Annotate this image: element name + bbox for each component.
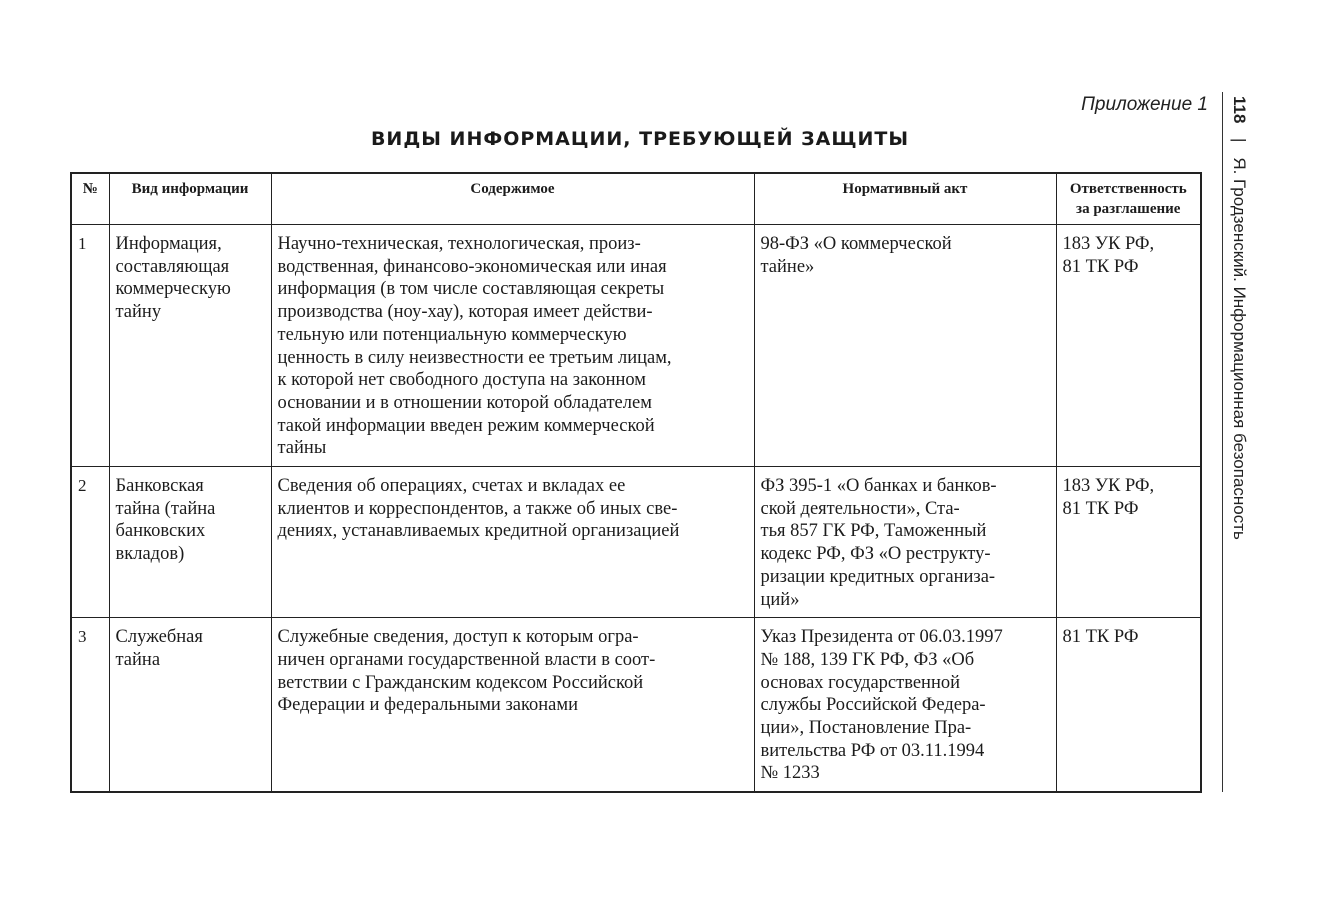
- running-head-text: Я. Гродзенский. Информационная безопасность: [1230, 157, 1249, 540]
- row-liability: 183 УК РФ, 81 ТК РФ: [1056, 225, 1201, 467]
- table-header-row: [71, 173, 1201, 225]
- header-normative-act: Нормативный акт: [754, 173, 1056, 225]
- row-content: Сведения об операциях, счетах и вкладах ее клиентов и корреспондентов, а также об иных све- дениях, устанавливаемых кредитной организацией: [271, 467, 754, 618]
- row-normative-act: ФЗ 395-1 «О банках и банков- ской деятельности», Ста- тья 857 ГК РФ, Таможенный кодекс РФ, ФЗ «О реструкту- ризации кредитных организа- ций»: [754, 467, 1056, 618]
- page-title: ВИДЫ ИНФОРМАЦИИ, ТРЕБУЮЩЕЙ ЗАЩИТЫ: [370, 128, 910, 150]
- row-number: 2: [71, 467, 109, 618]
- row-liability: 183 УК РФ, 81 ТК РФ: [1056, 467, 1201, 618]
- row-content: Служебные сведения, доступ к которым огра- ничен органами государственной власти в соот- ветствии с Гражданским кодексом Российской Федерации и федеральными законами: [271, 618, 754, 792]
- table-row: [71, 467, 1201, 618]
- header-liability: Ответственность за разглашение: [1056, 173, 1201, 225]
- table-row: [71, 225, 1201, 467]
- running-head: [1229, 96, 1249, 540]
- info-types-table: [70, 172, 1202, 793]
- table-row: [71, 618, 1201, 792]
- row-content: Научно-техническая, технологическая, произ- водственная, финансово-экономическая или иная информация (в том числе составляющая секреты производства (ноу-хау), которая имеет действи- тельную или потенциальную коммерческую ценность в силу неизвестности ее третьим лицам, к которой нет свободного доступа на законном основании и в отношении которой обладателем такой информации введен режим коммерческой тайны: [271, 225, 754, 467]
- running-head-separator: |: [1230, 138, 1249, 143]
- page-number: 118: [1230, 96, 1249, 124]
- row-normative-act: 98-ФЗ «О коммерческой тайне»: [754, 225, 1056, 467]
- side-divider: [1222, 92, 1223, 792]
- row-liability: 81 ТК РФ: [1056, 618, 1201, 792]
- row-number: 1: [71, 225, 109, 467]
- header-number: №: [71, 173, 109, 225]
- header-info-type: Вид информации: [109, 173, 271, 225]
- appendix-label: Приложение 1: [1081, 94, 1208, 115]
- row-normative-act: Указ Президента от 06.03.1997 № 188, 139 ГК РФ, ФЗ «Об основах государственной службы Российской Федера- ции», Постановление Пра- вительства РФ от 03.11.1994 № 1233: [754, 618, 1056, 792]
- row-info-type: Информация, составляющая коммерческую тайну: [109, 225, 271, 467]
- row-info-type: Банковская тайна (тайна банковских вкладов): [109, 467, 271, 618]
- header-content: Содержимое: [271, 173, 754, 225]
- row-info-type: Служебная тайна: [109, 618, 271, 792]
- row-number: 3: [71, 618, 109, 792]
